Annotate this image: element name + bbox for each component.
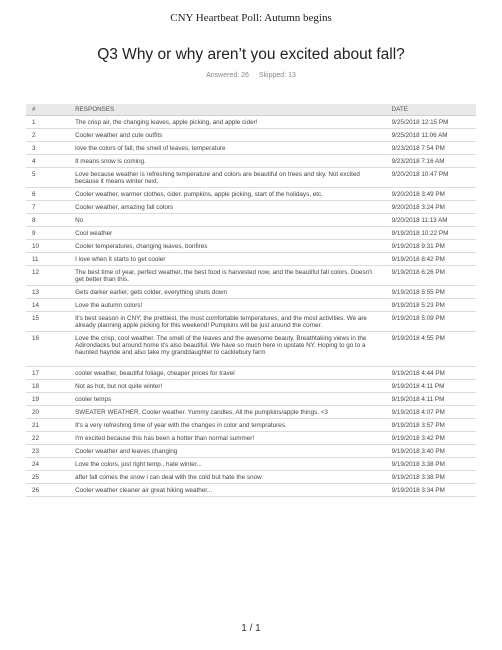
row-number: 25 [26, 471, 71, 484]
response-text: The crisp air, the changing leaves, apple picking, and apple cider! [71, 116, 388, 129]
table-row [26, 266, 476, 286]
response-date: 9/25/2018 11:06 AM [388, 129, 476, 142]
column-header-responses: RESPONSES [71, 104, 388, 116]
table-row [26, 406, 476, 419]
row-number: 20 [26, 406, 71, 419]
response-text: It means snow is coming. [71, 155, 388, 168]
page-number: 1 / 1 [241, 623, 261, 634]
table-row [26, 168, 476, 188]
row-number: 22 [26, 432, 71, 445]
response-text: SWEATER WEATHER. Cooler weather. Yummy candles. All the pumpkins/apple things. <3 [71, 406, 388, 419]
table-row [26, 332, 476, 367]
response-text: Cooler weather cleaner air great hiking weather... [71, 484, 388, 497]
response-text: love the colors of fall, the smell of leaves, temperature [71, 142, 388, 155]
table-row [26, 188, 476, 201]
response-stats [0, 72, 502, 79]
row-number: 26 [26, 484, 71, 497]
response-date: 9/19/2018 3:38 PM [388, 471, 476, 484]
row-number: 13 [26, 286, 71, 299]
response-date: 9/19/2018 4:11 PM [388, 393, 476, 406]
response-text: It's best season in CNY; the prettiest, the most comfortable temperatures, and the most activities. We are already planning apple picking for this weekend! Pumpkins will be just around the corner. [71, 312, 388, 332]
table-row [26, 116, 476, 129]
row-number: 9 [26, 227, 71, 240]
table-row [26, 380, 476, 393]
row-number: 7 [26, 201, 71, 214]
row-number: 18 [26, 380, 71, 393]
response-text: cooler temps [71, 393, 388, 406]
response-date: 9/23/2018 7:16 AM [388, 155, 476, 168]
table-row [26, 458, 476, 471]
table-row [26, 227, 476, 240]
table-row [26, 393, 476, 406]
column-header-date: DATE [388, 104, 476, 116]
row-number: 10 [26, 240, 71, 253]
response-text: Cool weather [71, 227, 388, 240]
table-row [26, 471, 476, 484]
skipped-count: Skipped: 13 [258, 72, 296, 79]
row-number: 24 [26, 458, 71, 471]
response-text: Love the colors, just right temp., hate winter... [71, 458, 388, 471]
row-number: 14 [26, 299, 71, 312]
table-row [26, 299, 476, 312]
response-text: after fall comes the snow i can deal with the cold but hate the snow [71, 471, 388, 484]
row-number: 23 [26, 445, 71, 458]
table-row [26, 214, 476, 227]
response-date: 9/19/2018 3:40 PM [388, 445, 476, 458]
response-text: Cooler weather and leaves changing [71, 445, 388, 458]
response-date: 9/19/2018 3:42 PM [388, 432, 476, 445]
response-text: Cooler weather, amazing fall colors [71, 201, 388, 214]
table-row [26, 312, 476, 332]
table-row [26, 253, 476, 266]
responses-table [26, 104, 476, 497]
table-row [26, 240, 476, 253]
response-date: 9/25/2018 12:15 PM [388, 116, 476, 129]
response-date: 9/20/2018 10:47 PM [388, 168, 476, 188]
row-number: 12 [26, 266, 71, 286]
response-date: 9/19/2018 4:07 PM [388, 406, 476, 419]
response-date: 9/19/2018 8:42 PM [388, 253, 476, 266]
row-number: 19 [26, 393, 71, 406]
response-date: 9/19/2018 5:09 PM [388, 312, 476, 332]
response-text: The best time of year, perfect weather, the best food is harvested now, and the beautiful fall colors. Doesn't get better than this. [71, 266, 388, 286]
row-number: 6 [26, 188, 71, 201]
table-row [26, 484, 476, 497]
table-row [26, 201, 476, 214]
response-text: Cooler temperatures, changing leaves, bonfires [71, 240, 388, 253]
response-date: 9/20/2018 11:13 AM [388, 214, 476, 227]
response-date: 9/19/2018 3:57 PM [388, 419, 476, 432]
answered-count: Answered: 26 [206, 72, 249, 79]
response-date: 9/23/2018 7:54 PM [388, 142, 476, 155]
response-text: Love the crisp, cool weather. The smell of the leaves and the awesome beauty. Breathtaking views in the Adirondacks but around home it's also beautiful. We have so much here in upstate NY. Hoping to go to a haunted hayride and also take my granddaughter to cacklebury farm [71, 332, 388, 367]
report-header: CNY Heartbeat Poll: Autumn begins [170, 12, 332, 24]
table-row [26, 129, 476, 142]
table-row [26, 445, 476, 458]
response-date: 9/19/2018 4:44 PM [388, 367, 476, 380]
table-header-row [26, 104, 476, 116]
table-row [26, 367, 476, 380]
response-date: 9/19/2018 4:55 PM [388, 332, 476, 367]
row-number: 15 [26, 312, 71, 332]
row-number: 4 [26, 155, 71, 168]
row-number: 21 [26, 419, 71, 432]
response-date: 9/19/2018 5:23 PM [388, 299, 476, 312]
table-row [26, 142, 476, 155]
response-date: 9/19/2018 4:11 PM [388, 380, 476, 393]
response-text: It's a very refreshing time of year with the changes in color and tempratures. [71, 419, 388, 432]
row-number: 17 [26, 367, 71, 380]
table-row [26, 419, 476, 432]
table-row [26, 286, 476, 299]
row-number: 3 [26, 142, 71, 155]
row-number: 1 [26, 116, 71, 129]
response-text: Gets darker earlier, gets colder, everything shuts down [71, 286, 388, 299]
question-title: Q3 Why or why aren’t you excited about fall? [97, 46, 405, 63]
table-row [26, 155, 476, 168]
row-number: 8 [26, 214, 71, 227]
row-number: 5 [26, 168, 71, 188]
response-date: 9/19/2018 3:34 PM [388, 484, 476, 497]
response-text: Not as hot, but not quite winter! [71, 380, 388, 393]
response-text: No [71, 214, 388, 227]
response-text: I'm excited because this has been a hotter than normal summer! [71, 432, 388, 445]
response-date: 9/19/2018 10:22 PM [388, 227, 476, 240]
row-number: 2 [26, 129, 71, 142]
column-header-number: # [26, 104, 71, 116]
response-date: 9/19/2018 6:26 PM [388, 266, 476, 286]
response-text: Cooler weather, warmer clothes, cider. pumpkins, apple picking, start of the holidays, etc. [71, 188, 388, 201]
row-number: 11 [26, 253, 71, 266]
response-date: 9/19/2018 5:55 PM [388, 286, 476, 299]
table-row [26, 432, 476, 445]
response-text: I love when it starts to get cooler [71, 253, 388, 266]
response-text: Love the autumn colors! [71, 299, 388, 312]
response-date: 9/20/2018 3:49 PM [388, 188, 476, 201]
response-text: Cooler weather and cute outfits [71, 129, 388, 142]
response-text: Love because weather is refreshing temperature and colors are beautiful on trees and sky. Not excited because it means winter next. [71, 168, 388, 188]
response-date: 9/20/2018 3:24 PM [388, 201, 476, 214]
response-text: cooler weather, beautiful foliage, cheaper prices for travel [71, 367, 388, 380]
row-number: 16 [26, 332, 71, 367]
response-date: 9/19/2018 9:31 PM [388, 240, 476, 253]
response-date: 9/19/2018 3:38 PM [388, 458, 476, 471]
